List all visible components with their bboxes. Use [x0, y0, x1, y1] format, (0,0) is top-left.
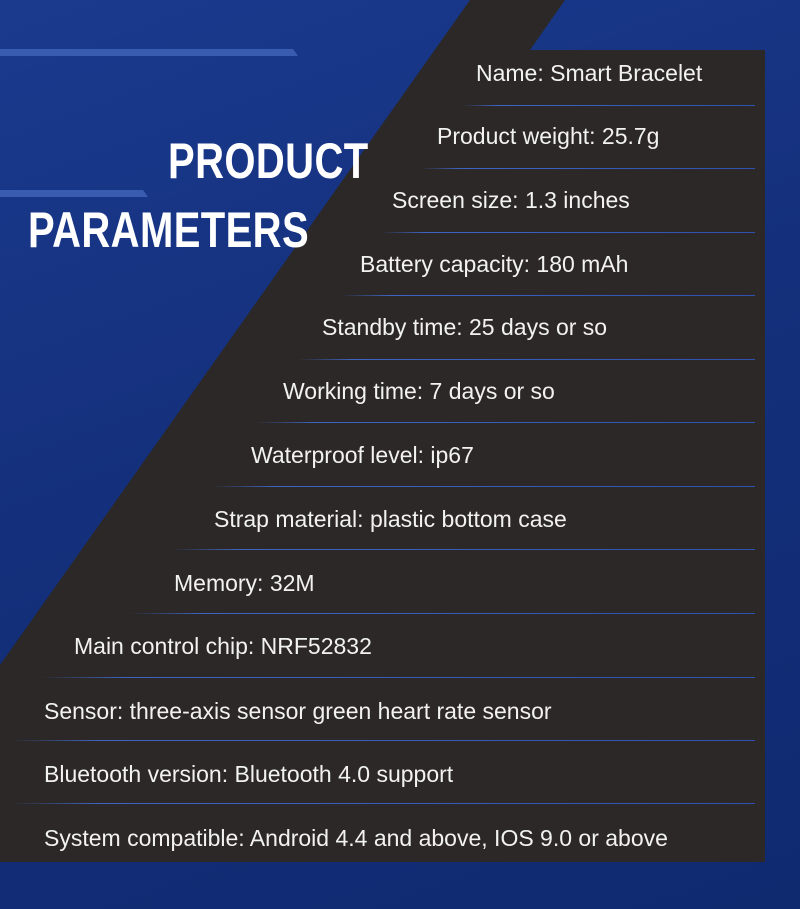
divider — [10, 803, 755, 804]
divider — [462, 105, 755, 106]
spec-waterproof-level: Waterproof level: ip67 — [251, 442, 474, 468]
heading-line-1: PRODUCT — [168, 133, 369, 189]
spec-system-compatible: System compatible: Android 4.4 and above, IOS 9.0 or above — [44, 825, 668, 851]
divider — [210, 486, 755, 487]
divider — [420, 168, 755, 169]
spec-bluetooth-version: Bluetooth version: Bluetooth 4.0 support — [44, 761, 454, 787]
spec-main-control-chip: Main control chip: NRF52832 — [74, 633, 372, 659]
divider — [340, 295, 755, 296]
spec-battery-capacity: Battery capacity: 180 mAh — [360, 251, 629, 277]
divider — [380, 232, 755, 233]
divider — [10, 740, 755, 741]
spec-screen-size: Screen size: 1.3 inches — [392, 187, 630, 213]
heading-line-2: PARAMETERS — [28, 202, 310, 258]
spec-name: Name: Smart Bracelet — [476, 60, 703, 86]
divider — [40, 677, 755, 678]
decor-stripe-top — [0, 49, 298, 56]
divider — [255, 422, 755, 423]
decor-stripe-bottom — [0, 190, 148, 197]
spec-strap-material: Strap material: plastic bottom case — [214, 506, 567, 532]
spec-memory: Memory: 32M — [174, 570, 315, 596]
divider — [298, 359, 755, 360]
spec-product-weight: Product weight: 25.7g — [437, 123, 660, 149]
divider — [128, 613, 755, 614]
spec-sensor: Sensor: three-axis sensor green heart rate sensor — [44, 698, 552, 724]
spec-working-time: Working time: 7 days or so — [283, 378, 555, 404]
divider — [170, 549, 755, 550]
spec-standby-time: Standby time: 25 days or so — [322, 314, 608, 340]
